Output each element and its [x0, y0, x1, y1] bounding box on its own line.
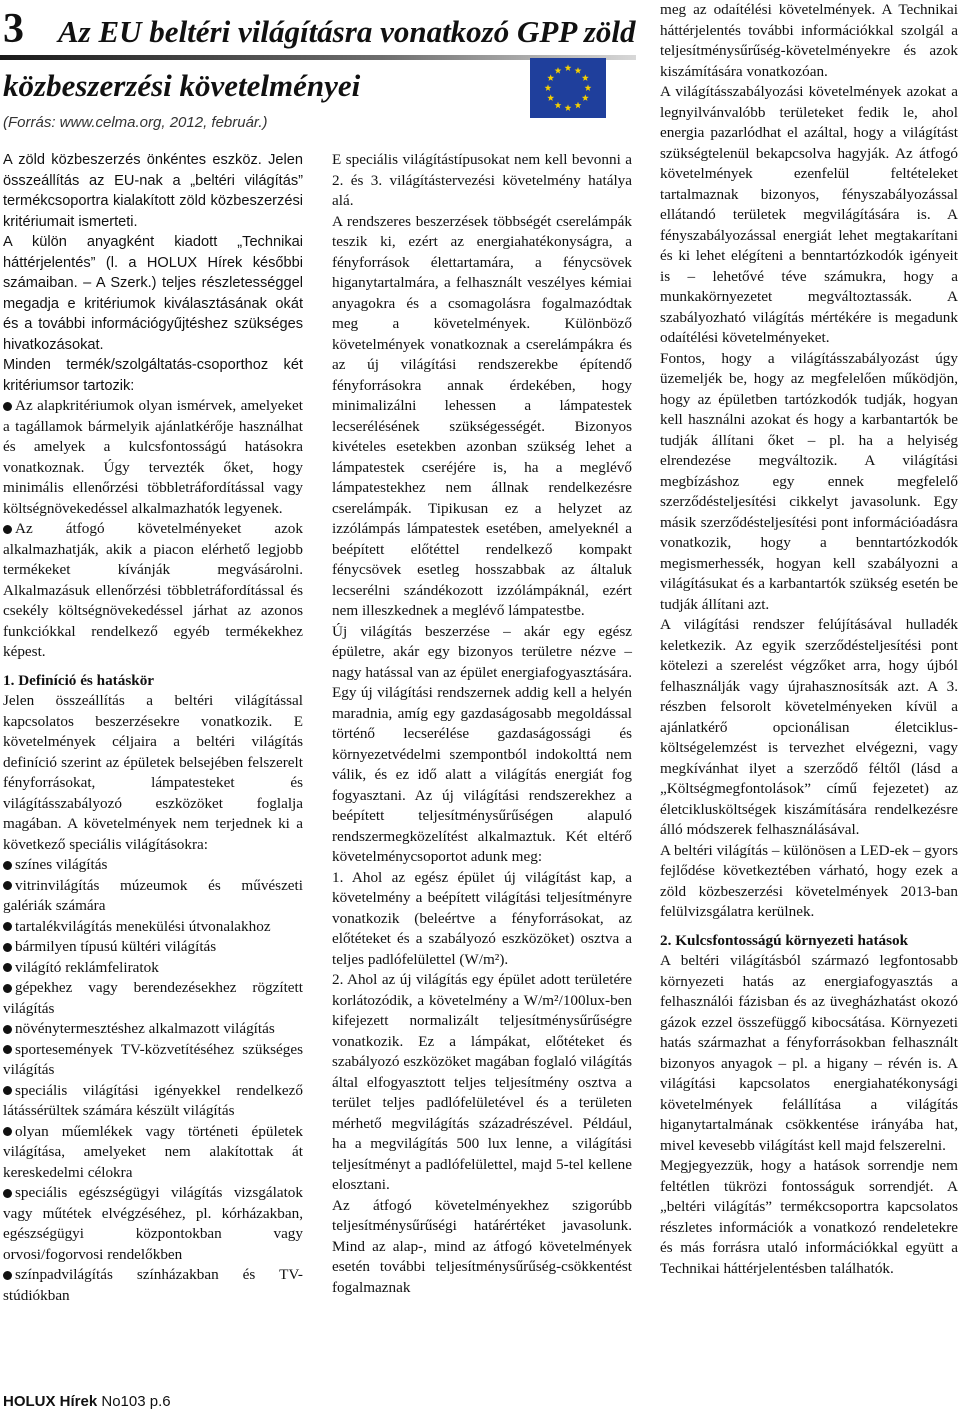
column-2: [332, 150, 632, 1298]
eu-star: [585, 84, 592, 91]
paragraph: E speciális világítástípusokat nem kell bevonni a 2. és 3. világítástervezési követelmény hatálya alá.: [332, 151, 632, 209]
eu-stars-icon: [530, 58, 606, 118]
eu-star: [565, 64, 572, 71]
list-item: színes világítás: [3, 855, 303, 876]
column-3: [660, 0, 958, 1279]
list-item: olyan műemlékek vagy történeti épületek világítása, amelyeket nem alakítottak át kereskedelmi célokra: [3, 1122, 303, 1181]
list-item: világító reklámfeliratok: [3, 958, 303, 979]
source-line: (Forrás: www.celma.org, 2012, február.): [3, 114, 268, 131]
bullet-icon: [3, 861, 12, 870]
bullet-basic-criteria: Az alapkritériumok olyan ismérvek, amelyeket a tagállamok bármelyik ajánlatkérője használhat és amelyek a kulcsfontosságú hatásokra vonatkoznak. Úgy tervezték őket, hogy minimális ellenőrzési többletráfordítással vagy költségnövekedéssel alkalmazhatók legyenek.: [3, 397, 303, 517]
bullet-icon: [3, 1025, 12, 1034]
bullet-comprehensive-criteria: Az átfogó követelményeket azok alkalmazhatják, akik a piacon elérhető legjobb termékeket kívánják megvásárolni. Alkalmazásuk ellenőrzési többletráfordítással és csekély költségnövekedéssel járhat az azonos funkciókkal rendelkező egyéb termékekhez képest.: [3, 520, 303, 660]
bullet-icon: [3, 1127, 12, 1136]
bullet-icon: [3, 1086, 12, 1095]
bullet-icon: [3, 1045, 12, 1054]
page-title-line1: Az EU beltéri világításra vonatkozó GPP zöld: [58, 14, 636, 49]
intro-paragraph-1: A zöld közbeszerzés önkéntes eszköz. Jelen összeállítás az EU-nak a „beltéri világítás” termékcsoportra kialakított zöld közbeszerzési kritériumait ismerteti.: [3, 152, 303, 230]
paragraph: Új világítás beszerzése – akár egy egész épületre, akár egy bizonyos területre nézve – nagy hatással van az épület energiafogyasztására. Egy új világítási rendszernek addig kell a helyén maradnia, amíg egy gazdaságosabb megoldással történő lecserélése gazdaságossági és környezetvédelmi szempontból indokolttá nem válik, és ez idő alatt a világítás energiát fog fogyasztani. Az új világítási rendszerekhez a beépített teljesítménysűrűségen alapuló rendszermegközelítést alkalmaztuk. Két eltérő követelménycsoportot adunk meg:: [332, 622, 632, 865]
bullet-icon: [3, 922, 12, 931]
eu-star: [555, 102, 562, 109]
paragraph: Az átfogó követelményekhez szigorúbb teljesítménysűrűségi határértéket javasolunk. Mind az alap-, mind az átfogó követelmények esetén további teljesítménysűrűség-csökkentést fogalmaznak: [332, 1196, 632, 1296]
bullet-icon: [3, 881, 12, 890]
paragraph: A beltéri világításból származó legfontosabb környezeti hatás az energiafogyasztás a felhasználói fázisban és az üvegházhatást okozó gázok ezzel összefüggő kibocsátása. Környezeti hatás származhat a fényforrásokban felhasznált bizonyos anyagok – pl. a higany – révén is. A világítási kapcsolatos energiahatékonysági követelmények felállítása a világítás higanytartalmának csökkentése irányába hat, mivel kevesebb világítást kell majd felszerelni.: [660, 952, 958, 1154]
paragraph: A világításszabályozási követelmények azokat a legnyilvánvalóbb területeket fedik le, ahol energia pazarlódhat el azáltal, hogy a világítást szükségtelenül bekapcsolva hagyják. Az átfogó követelmények ezenfelül feltételeket tartalmaznak bizonyos, fényszabályozással ellátandó területek megvilágítására is. A fényszabályozással energiát lehet megtakarítani és ki lehet elégíteni a benntartózkodók igényeit is – lehetővé téve számukra, hogy a munkakörnyezetet megváltoztassák. A szabályozható világítás mértékére is megadunk odaítélési követelményeket.: [660, 83, 958, 346]
paragraph: Megjegyezzük, hogy a hatások sorrendje nem feltétlen tükrözi fontosságuk sorrendjét. A „beltéri világítás” termékcsoportra kapcsolatos részletes információk a vonatkozó rendeletekre és más forrásra utaló információkkal együtt a Technikai háttérjelentésben találhatók.: [660, 1157, 958, 1277]
eu-star: [545, 84, 552, 91]
intro-paragraph-3: Minden termék/szolgáltatás-csoporthoz két kritériumsor tartozik:: [3, 357, 303, 394]
page-title-line2: közbeszerzési követelményei: [3, 68, 361, 103]
heading-environmental-impacts: 2. Kulcsfontosságú környezeti hatások: [660, 931, 909, 949]
eu-star: [547, 94, 554, 101]
paragraph: 2. Ahol az új világítás egy épület adott területére korlátozódik, a követelmény a W/m²/100lux-ben kifejezett normalizált teljesítménysűrűségre vonatkozik. Ez a lámpákat, előtéteket és szabályozó eszközöket magában foglaló világítás által elfogyasztott teljes teljesítmény osztva a terület teljes padlófelületével és a területen mérhető megvilágítás századrészével. Például, ha a megvilágítás 500 lux lenne, a világítási teljesítményt a padlófelülettel, majd 5-tel kellene elosztani.: [332, 971, 632, 1193]
section-number: 3: [3, 6, 24, 52]
paragraph: 1. Ahol az egész épület új világítást kap, a követelmény a beépített világítási teljesítményre vonatkozik (beleértve a fényforrásokat, az előtéteket és a szabályozó eszközöket) osztva a teljes padlófelülettel (W/m²).: [332, 868, 632, 968]
bullet-icon: [3, 943, 12, 952]
eu-star: [555, 67, 562, 74]
definition-paragraph: Jelen összeállítás a beltéri világítással kapcsolatos beszerzésekre vonatkozik. E követelmények céljaira a beltéri világítás definíció szerint az épületek belsejében felszerelt fényforrásokat, lámpatesteket és világításszabályozó eszközöket foglalja magában. A követelmények nem terjednek ki a következő speciális világításokra:: [3, 692, 303, 853]
list-item: növénytermesztéshez alkalmazott világítás: [3, 1019, 303, 1040]
paragraph: meg az odaítélési követelmények. A Technikai háttérjelentés további információkkal szolgál a teljesítménysűrűség-követelményekre és azok kiszámítására vonatkozóan.: [660, 1, 958, 80]
bullet-icon: [3, 963, 12, 972]
intro-paragraph-2: A külön anyagként kiadott „Technikai háttérjelentés” (l. a HOLUX Hírek későbbi számaiban. – A Szerk.) teljes részletességgel megadja e kritériumok kiválasztásának okát és a további információgyűjtéshez szükséges hivatkozásokat.: [3, 234, 303, 353]
eu-star: [547, 74, 554, 81]
list-item: speciális egészségügyi világítás vizsgálatok vagy műtétek elvégzéséhez, pl. kórházakban, egészségügyi központokban vagy orvosi/fogorvosi rendelőkben: [3, 1184, 303, 1263]
bullet-icon: [3, 1271, 12, 1280]
eu-star: [582, 74, 589, 81]
paragraph: A világítási rendszer felújításával hulladék keletkezik. Az egyik szerződésteljesítési pont kötelezi a szerelést végzőket arra, hogy újból felhasználják vagy újrahasznosítsák azt. A 3. részben felsorolt követelményeken kívül a ajánlatkérő opcionálisan életciklus-költségelemzést is tervezhet elvégezni, vagy megkívánhat ilyet a szerződő féltől (lásd a „Költségmegfontolások” című fejezetet) az életciklusköltségek kiszámítására rendelkezésre álló módszerek felhasználásával.: [660, 616, 958, 838]
footer: [3, 1393, 171, 1410]
eu-star: [575, 67, 582, 74]
list-item: gépekhez vagy berendezésekhez rögzített világítás: [3, 979, 303, 1017]
eu-star: [575, 102, 582, 109]
list-item: speciális világítási igényekkel rendelkező látássérültek számára készült világítás: [3, 1081, 303, 1119]
eu-star: [582, 94, 589, 101]
bullet-icon: [3, 402, 12, 411]
bullet-icon: [3, 1189, 12, 1198]
exclusion-list: [3, 855, 303, 1306]
list-item: tartalékvilágítás menekülési útvonalakhoz: [3, 917, 303, 938]
bullet-icon: [3, 525, 12, 534]
list-item: színpadvilágítás színházakban és TV-stúdiókban: [3, 1266, 303, 1304]
footer-brand: HOLUX Hírek: [3, 1393, 98, 1410]
list-item: sportesemények TV-közvetítéséhez szükséges világítás: [3, 1040, 303, 1078]
eu-star: [565, 104, 572, 111]
list-item: vitrinvilágítás múzeumok és művészeti galériák számára: [3, 876, 303, 914]
eu-flag-logo: [530, 58, 606, 118]
bullet-icon: [3, 984, 12, 993]
footer-issue: No103 p.6: [101, 1393, 171, 1410]
column-1: [3, 150, 303, 1306]
paragraph: A rendszeres beszerzések többségét cserelámpák teszik ki, ezért az energiahatékonyságra, a fényforrások élettartamára, a fénycsövek higanytartalmára, a felhasznált veszélyes kémiai anyagokra és a csomagolásra fogalmazódtak meg a követelmények. Különböző követelmények vonatkoznak a cserelámpákra és az új világítási rendszerekbe építendő fényforrásokra annak érdekében, hogy minimalizálni lehessen a lámpatestek lecserélésének szükségességét. Bizonyos kivételes esetekben azonban szükség lehet a lámpatestek cseréjére is, ha a meglévő lámpatestekhez nem állnak rendelkezésre cserelámpák. Tipikusan ez a helyzet az izzólámpás lámpatestek esetében, amelyeknél a beépített előtéttel rendelkező kompakt fénycsövek esetleg hosszabbak az általuk lecserélni szándékozott izzólámpáknál, ezért nem illeszkednek a meglévő lámpatestbe.: [332, 212, 632, 619]
paragraph: A beltéri világítás – különösen a LED-ek – gyors fejlődése következtében várható, hogy ezek a zöld közbeszerzési követelmények 2013-ban felülvizsgálatra kerülnek.: [660, 841, 958, 920]
heading-definition: 1. Definíció és hatáskör: [3, 671, 155, 689]
paragraph: Fontos, hogy a világításszabályozást úgy üzemeljék be, hogy az megfelelően működjön, hogy az épületben tartózkodók tudják, hogyan kell használni azokat és hogy a karbantartók be tudják állítani őket – pl. ha a helyiség elrendezése megváltozik. A világítási megbízáshoz egy ennek megfelelő szerződésteljesítési cikkelyt javasolunk. Egy másik szerződésteljesítési pont információadásra vonatkozik, hogy a benntartózkodók megismerhessék, hogyan kell szabályozni a világításukat és a karbantartók szükség esetén be tudják állítani azt.: [660, 349, 958, 613]
list-item: bármilyen típusú kültéri világítás: [3, 937, 303, 958]
